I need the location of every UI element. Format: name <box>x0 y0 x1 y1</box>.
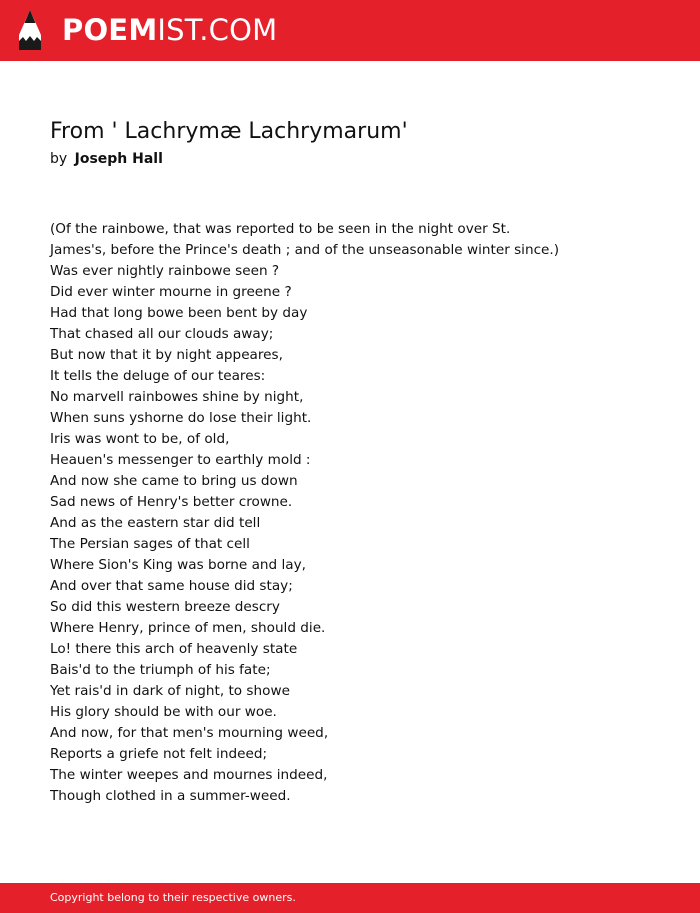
poem-title: From ' Lachrymæ Lachrymarum' <box>50 119 408 144</box>
poem-line: No marvell rainbowes shine by night, <box>50 389 304 405</box>
site-logo-link[interactable] <box>62 13 277 47</box>
poem-line: And now she came to bring us down <box>50 473 298 489</box>
poem-line: Though clothed in a summer-weed. <box>50 788 291 804</box>
poem-line: Bais'd to the triumph of his fate; <box>50 662 271 678</box>
poem-line: That chased all our clouds away; <box>50 326 274 342</box>
poem-line: Where Sion's King was borne and lay, <box>50 557 306 573</box>
poem-line: Reports a griefe not felt indeed; <box>50 746 268 762</box>
copyright-notice: Copyright belong to their respective owners. <box>50 891 296 904</box>
poem-line: Did ever winter mourne in greene ? <box>50 284 292 300</box>
site-header <box>0 0 700 61</box>
poem-line: Heauen's messenger to earthly mold : <box>50 452 311 468</box>
site-footer <box>0 883 700 913</box>
poem-line: Yet rais'd in dark of night, to showe <box>50 683 290 699</box>
logo-text-light: IST.COM <box>157 13 278 47</box>
poem-line: Lo! there this arch of heavenly state <box>50 641 298 657</box>
poem-line: (Of the rainbowe, that was reported to be seen in the night over St. <box>50 221 511 237</box>
poem-line: Sad news of Henry's better crowne. <box>50 494 293 510</box>
poem-line: His glory should be with our woe. <box>50 704 277 720</box>
poem-byline <box>50 149 163 169</box>
poem-body <box>50 219 670 807</box>
poem-line: But now that it by night appeares, <box>50 347 283 363</box>
pencil-logo-icon[interactable] <box>18 9 42 51</box>
by-label: by <box>50 151 68 167</box>
poem-line: And over that same house did stay; <box>50 578 293 594</box>
poem-line: The Persian sages of that cell <box>50 536 250 552</box>
poem-line: So did this western breeze descry <box>50 599 280 615</box>
poem-line: Had that long bowe been bent by day <box>50 305 308 321</box>
poem-line: And as the eastern star did tell <box>50 515 261 531</box>
poem-line: It tells the deluge of our teares: <box>50 368 266 384</box>
poem-line: And now, for that men's mourning weed, <box>50 725 329 741</box>
poem-line: Was ever nightly rainbowe seen ? <box>50 263 280 279</box>
logo-text-bold: POEM <box>62 13 158 47</box>
poem-line: James's, before the Prince's death ; and of the unseasonable winter since.) <box>50 242 560 258</box>
poem-line: Where Henry, prince of men, should die. <box>50 620 326 636</box>
poem-line: The winter weepes and mournes indeed, <box>50 767 328 783</box>
poem-line: Iris was wont to be, of old, <box>50 431 230 447</box>
poem-line: When suns yshorne do lose their light. <box>50 410 312 426</box>
author-name: Joseph Hall <box>74 151 163 167</box>
